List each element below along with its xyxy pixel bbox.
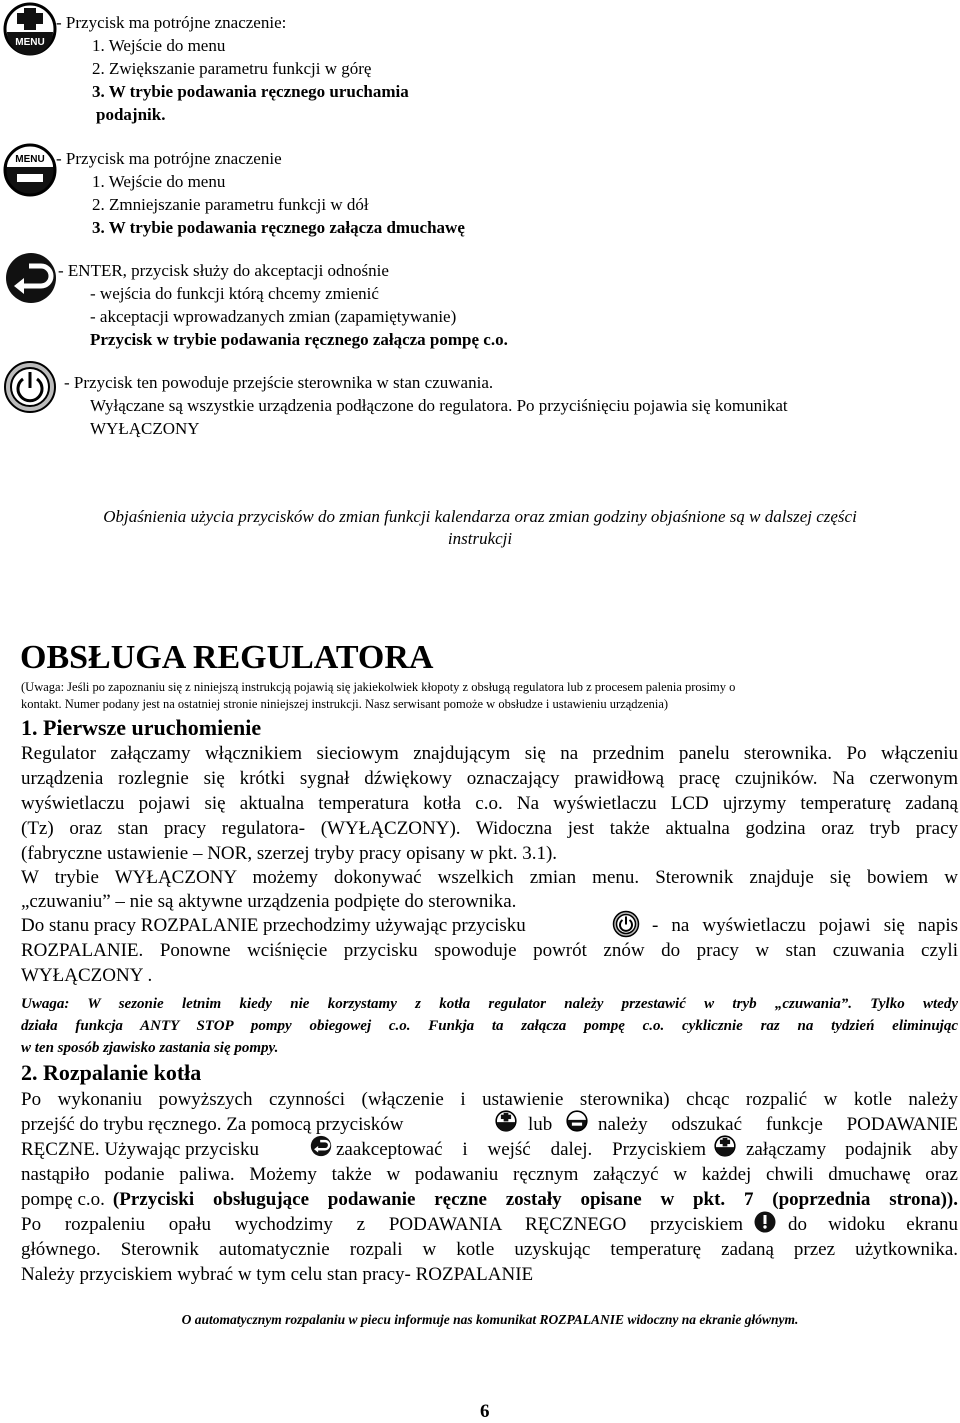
- s2-line-6b: do widoku ekranu: [788, 1214, 958, 1235]
- menu-minus-icon: [566, 1110, 588, 1132]
- page-number: 6: [480, 1401, 490, 1422]
- s2-line-2c: należy odszukać funkcje PODAWANIE: [598, 1114, 958, 1135]
- plus-menu-desc-1: - Przycisk ma potrójne znaczenie:: [56, 13, 287, 32]
- menu-minus-desc-3: 2. Zmniejszanie parametru funkcji w dół: [92, 195, 369, 214]
- plus-menu-desc-2: 1. Wejście do menu: [92, 36, 226, 55]
- s1-uwaga-3: w ten sposób zjawisko zastania się pompy.: [21, 1040, 279, 1056]
- menu-minus-desc-1: - Przycisk ma potrójne znaczenie: [56, 149, 282, 168]
- plus-menu-icon: [2, 2, 58, 56]
- s1-line-2: urządzenia rozlegnie się krótki sygnał dźwiękowy oznaczający prawidłową pracę czujników. Na czerwonym: [21, 768, 958, 789]
- s2-line-4: nastąpiło podanie paliwa. Możemy także w podawaniu ręcznym załączyć w każdej chwili dmuchawę oraz: [21, 1164, 958, 1185]
- note-italic-line-2: instrukcji: [447, 529, 513, 548]
- s1-line-7: „czuwaniu” – nie są aktywne urządzenia podpięte do sterownika.: [21, 891, 517, 912]
- enter-desc-4: Przycisk w trybie podawania ręcznego załącza pompę c.o.: [90, 330, 508, 349]
- plus-menu-desc-4: 3. W trybie podawania ręcznego uruchamia: [92, 82, 409, 101]
- s2-line-1: Po wykonaniu powyższych czynności (włączenie i ustawienie sterownika) chcąc rozpalić w kotle należy: [21, 1089, 958, 1110]
- page-heading: OBSŁUGA REGULATORA: [20, 639, 434, 676]
- plus-menu-icon: [714, 1135, 736, 1157]
- s1-line-6: W trybie WYŁĄCZONY możemy dokonywać wszelkich zmian menu. Sterownik znajduje się bowiem w: [21, 867, 958, 888]
- note-italic-line-1: Objaśnienia użycia przycisków do zmian funkcji kalendarza oraz zmian godziny objaśnione są w dalszej części: [103, 507, 857, 526]
- uwaga-small-line-1: (Uwaga: Jeśli po zapoznaniu się z niniejszą instrukcją pojawią się jakiekolwiek kłopoty z obsługą regulatora lub z procesem palenia prosimy o: [21, 680, 736, 694]
- section2-title: 2. Rozpalanie kotła: [21, 1060, 202, 1085]
- enter-desc-3: - akceptacji wprowadzanych zmian (zapamiętywanie): [90, 307, 457, 326]
- s1-line-9: ROZPALANIE. Ponowne wciśnięcie przycisku spowoduje powrót znów do pracy w stan czuwania czyli: [21, 940, 958, 961]
- plus-menu-icon: [495, 1110, 517, 1132]
- power-filled-icon: [754, 1211, 776, 1233]
- s1-uwaga-2: działa funkcja ANTY STOP pompy obiegowej c.o. Funkja ta załącza pompę c.o. cyklicznie raz na tydzień eliminując: [21, 1018, 958, 1034]
- s1-line-4: (Tz) oraz stan pracy regulatora- (WYŁĄCZONY). Widoczna jest także aktualna godzina oraz tryb pracy: [21, 818, 958, 839]
- s2-line-2b: lub: [528, 1114, 553, 1135]
- s2-line-2a: przejść do trybu ręcznego. Za pomocą przycisków: [21, 1114, 404, 1135]
- s2-line-5b: (Przyciski obsługujące podawanie ręczne zostały opisane w pkt. 7 (poprzednia strona)).: [112, 1189, 958, 1210]
- s2-line-5a: pompę c.o.: [21, 1189, 105, 1210]
- footer-note: O automatycznym rozpalaniu w piecu informuje nas komunikat ROZPALANIE widoczny na ekranie głównym.: [181, 1312, 799, 1327]
- s1-line-3: wyświetlaczu pojawi się aktualna temperatura kotła c.o. Na wyświetlaczu LCD ujrzymy temperaturę zadaną: [21, 793, 958, 814]
- power-desc-1: - Przycisk ten powoduje przejście sterownika w stan czuwania.: [64, 373, 494, 392]
- power-desc-3: WYŁĄCZONY: [90, 419, 200, 438]
- power-icon: [2, 360, 58, 414]
- uwaga-small-line-2: kontakt. Numer podany jest na ostatniej stronie niniejszej instrukcji. Nasz serwisant pomoże w obsłudze i ustawieniu urządzenia): [21, 697, 669, 711]
- enter-arrow-icon: [310, 1135, 332, 1157]
- plus-menu-icon-label: MENU: [15, 37, 45, 48]
- power-desc-2: Wyłączane są wszystkie urządzenia podłączone do regulatora. Po przyciśnięciu pojawia się komunikat: [90, 396, 788, 415]
- s1-uwaga-1: Uwaga: W sezonie letnim kiedy nie korzystamy z kotła regulator należy przestawić w tryb „czuwania”. Tylko wtedy: [21, 996, 958, 1012]
- s1-line-8b: - na wyświetlaczu pojawi się napis: [652, 915, 958, 936]
- menu-minus-icon: [2, 143, 58, 197]
- menu-minus-icon-label: MENU: [15, 154, 45, 165]
- enter-arrow-icon: [4, 252, 58, 304]
- s2-line-3a: RĘCZNE. Używając przycisku: [21, 1139, 259, 1160]
- s2-line-8: Należy przyciskiem wybrać w tym celu stan pracy- ROZPALANIE: [21, 1264, 534, 1285]
- enter-desc-1: - ENTER, przycisk służy do akceptacji odnośnie: [58, 261, 389, 280]
- s2-line-3c: załączamy podajnik aby: [746, 1139, 958, 1160]
- s1-line-8a: Do stanu pracy ROZPALANIE przechodzimy używając przycisku: [21, 915, 526, 936]
- s1-line-1: Regulator załączamy włącznikiem sieciowym znajdującym się na przednim panelu sterownika. Po włączeniu: [21, 743, 958, 764]
- plus-menu-desc-3: 2. Zwiększanie parametru funkcji w górę: [92, 59, 372, 78]
- s2-line-6a: Po rozpaleniu opału wychodzimy z PODAWANIA RĘCZNEGO przyciskiem: [21, 1214, 743, 1235]
- menu-minus-desc-2: 1. Wejście do menu: [92, 172, 226, 191]
- s2-line-7: głównego. Sterownik automatycznie rozpali w kotle uzyskując temperaturę zadaną przez użytkownika.: [21, 1239, 958, 1260]
- s2-line-3b: zaakceptować i wejść dalej. Przyciskiem: [336, 1139, 706, 1160]
- menu-minus-desc-4: 3. W trybie podawania ręcznego załącza dmuchawę: [92, 218, 465, 237]
- enter-desc-2: - wejścia do funkcji którą chcemy zmienić: [90, 284, 379, 303]
- section1-title: 1. Pierwsze uruchomienie: [21, 715, 262, 740]
- s1-line-10: WYŁĄCZONY .: [21, 965, 153, 986]
- s1-line-5: (fabryczne ustawienie – NOR, szerzej tryby pracy opisany w pkt. 3.1).: [21, 843, 558, 864]
- plus-menu-desc-5: podajnik.: [96, 105, 166, 124]
- power-icon: [612, 910, 640, 938]
